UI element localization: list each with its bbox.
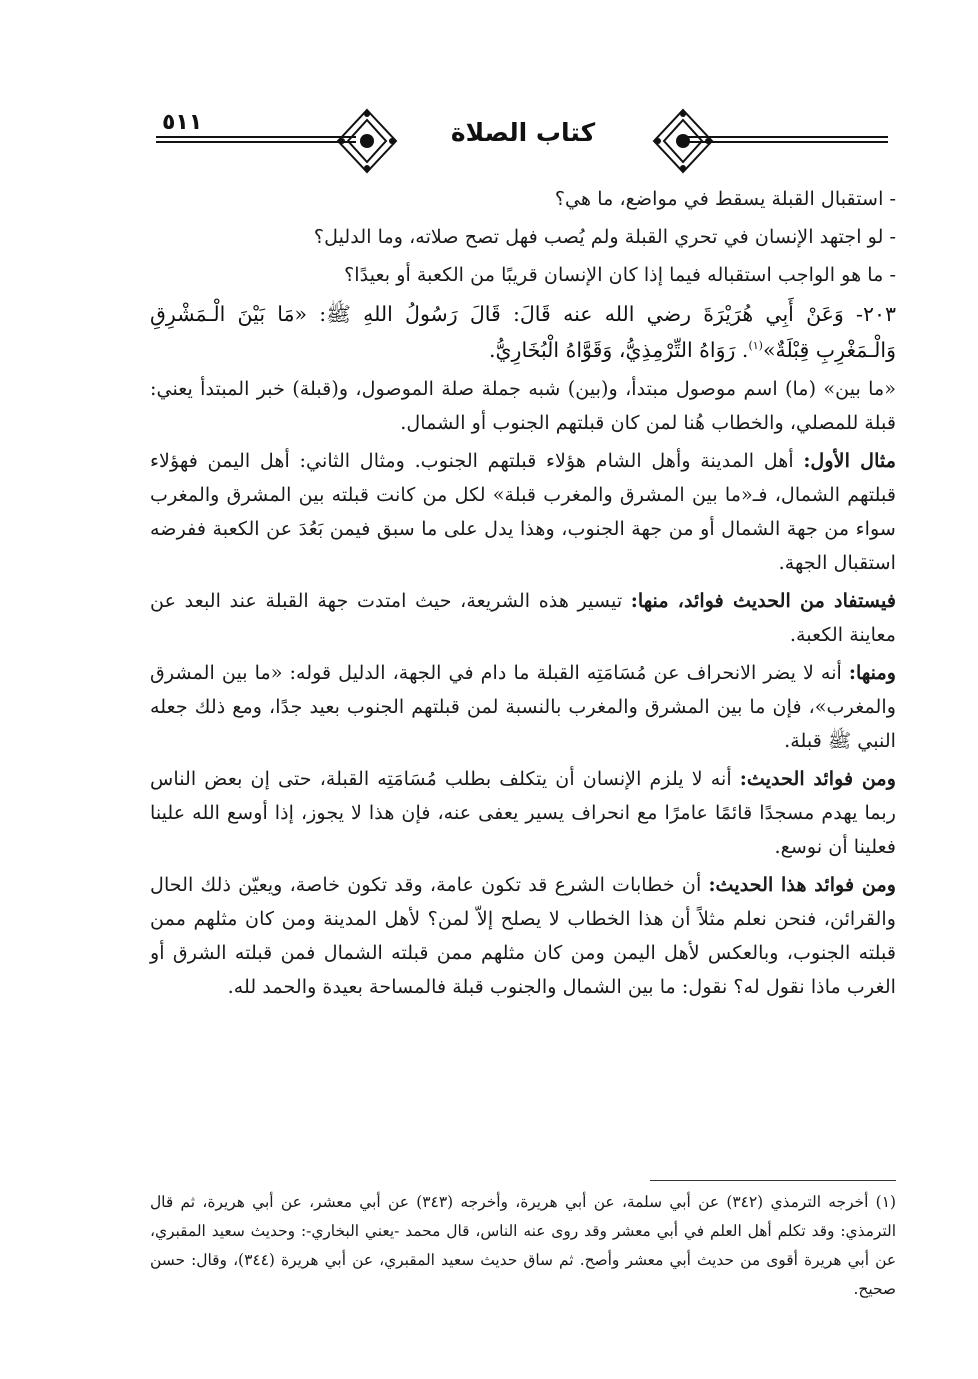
floral-ornament-icon	[650, 106, 716, 176]
hadith-body: ٢٠٣- وَعَنْ أَبِي هُرَيْرَةَ رضي الله عنه قَالَ: قَالَ رَسُولُ اللهِ ﷺ: «مَا بَيْنَ الْـمَشْرِقِ وَالْـمَغْرِبِ قِبْلَةٌ»	[150, 302, 896, 362]
hadith-text	[150, 296, 896, 368]
footnote-divider	[650, 1180, 896, 1181]
paragraph	[150, 762, 896, 864]
main-text	[150, 182, 896, 1008]
paragraph-text: تيسير هذه الشريعة، حيث امتدت جهة القبلة عند البعد عن معاينة الكعبة.	[150, 589, 896, 646]
page-number: ٥١١	[162, 110, 203, 135]
question-line: - استقبال القبلة يسقط في مواضع، ما هي؟	[554, 187, 896, 210]
paragraph-text: أنه لا يلزم الإنسان أن يتكلف بطلب مُسَامَتِه القبلة، حتى إن بعض الناس ربما يهدم مسجدًا قائمًا عامرًا مع انحراف يسير يعفى عنه، فإن هذا لا يجوز، إذا أوسع الله علينا فعلينا أن نوسع.	[150, 767, 896, 858]
paragraph-text: «ما بين» (ما) اسم موصول مبتدأ، و(بين) شبه جملة صلة الموصول، و(قبلة) خبر المبتدأ يعني: قبلة للمصلي، والخطاب هُنا لمن كان قبلتهم الجنوب أو الشمال.	[150, 377, 896, 434]
paragraph	[150, 444, 896, 580]
paragraph-lead: فيستفاد من الحديث فوائد، منها:	[630, 589, 896, 612]
question-line: - ما هو الواجب استقباله فيما إذا كان الإنسان قريبًا من الكعبة أو بعيدًا؟	[344, 263, 896, 286]
header-rule	[156, 141, 356, 143]
paragraph	[150, 868, 896, 1004]
paragraph	[150, 372, 896, 440]
floral-ornament-icon	[334, 106, 400, 176]
paragraph-lead: ومن فوائد الحديث:	[739, 767, 896, 790]
paragraph-lead: ومنها:	[848, 661, 896, 684]
paragraph	[150, 656, 896, 758]
header-rule	[688, 141, 888, 143]
question-line: - لو اجتهد الإنسان في تحري القبلة ولم يُصب فهل تصح صلاته، وما الدليل؟	[313, 225, 896, 248]
paragraph-text: أهل المدينة وأهل الشام هؤلاء قبلتهم الجنوب. ومثال الثاني: أهل اليمن فهؤلاء قبلتهم الشمال، فـ«ما بين المشرق والمغرب قبلة» لكل من كانت قبلته بين المشرق والمغرب سواء من جهة الشمال أو من جهة الجنوب، وهذا يدل على ما سبق فيمن بَعُدَ عن الكعبة ففرضه استقبال الجهة.	[150, 449, 896, 574]
book-title: كتاب الصلاة	[450, 118, 596, 147]
footnote: (١) أخرجه الترمذي (٣٤٢) عن أبي سلمة، عن أبي هريرة، وأخرجه (٣٤٣) عن أبي معشر، عن أبي هريرة، ثم قال الترمذي: وقد تكلم أهل العلم في أبي معشر وقد روى عنه الناس، قال محمد -يعني البخاري-: وحديث سعيد المقبري، عن أبي هريرة أقوى من حديث أبي معشر وأصح. ثم ساق حديث سعيد المقبري، عن أبي هريرة (٣٤٤)، وقال: حسن صحيح.	[150, 1193, 897, 1298]
paragraph	[150, 584, 896, 652]
paragraph-text: أنه لا يضر الانحراف عن مُسَامَتِه القبلة ما دام في الجهة، الدليل قوله: «ما بين المشرق والمغرب»، فإن ما بين المشرق والمغرب بالنسبة لمن قبلتهم الجنوب بعيد جدًا، ومع ذلك جعله النبي ﷺ قبلة.	[150, 661, 896, 752]
paragraph-lead: مثال الأول:	[803, 449, 897, 472]
header-rule	[156, 136, 356, 138]
paragraph-text: أن خطابات الشرع قد تكون عامة، وقد تكون خاصة، ويعيّن ذلك الحال والقرائن، فنحن نعلم مثلاً أن هذا الخطاب لا يصلح إلاّ لمن؟ لأهل المدينة ومن كان مثلهم ممن قبلته الجنوب، وبالعكس لأهل اليمن ومن كان مثلهم ممن قبلته الشمال فمن قبلته الشرق أو الغرب ماذا نقول له؟ نقول: ما بين الشمال والجنوب قبلة فالمساحة بعيدة والحمد لله.	[150, 873, 896, 998]
header-rule	[688, 136, 888, 138]
hadith-source: . رَوَاهُ التِّرْمِذِيُّ، وَقَوَّاهُ الْبُخَارِيُّ.	[489, 338, 749, 362]
page-header	[150, 104, 896, 182]
footnote-marker: (١)	[748, 339, 763, 353]
paragraph-lead: ومن فوائد هذا الحديث:	[708, 873, 896, 896]
